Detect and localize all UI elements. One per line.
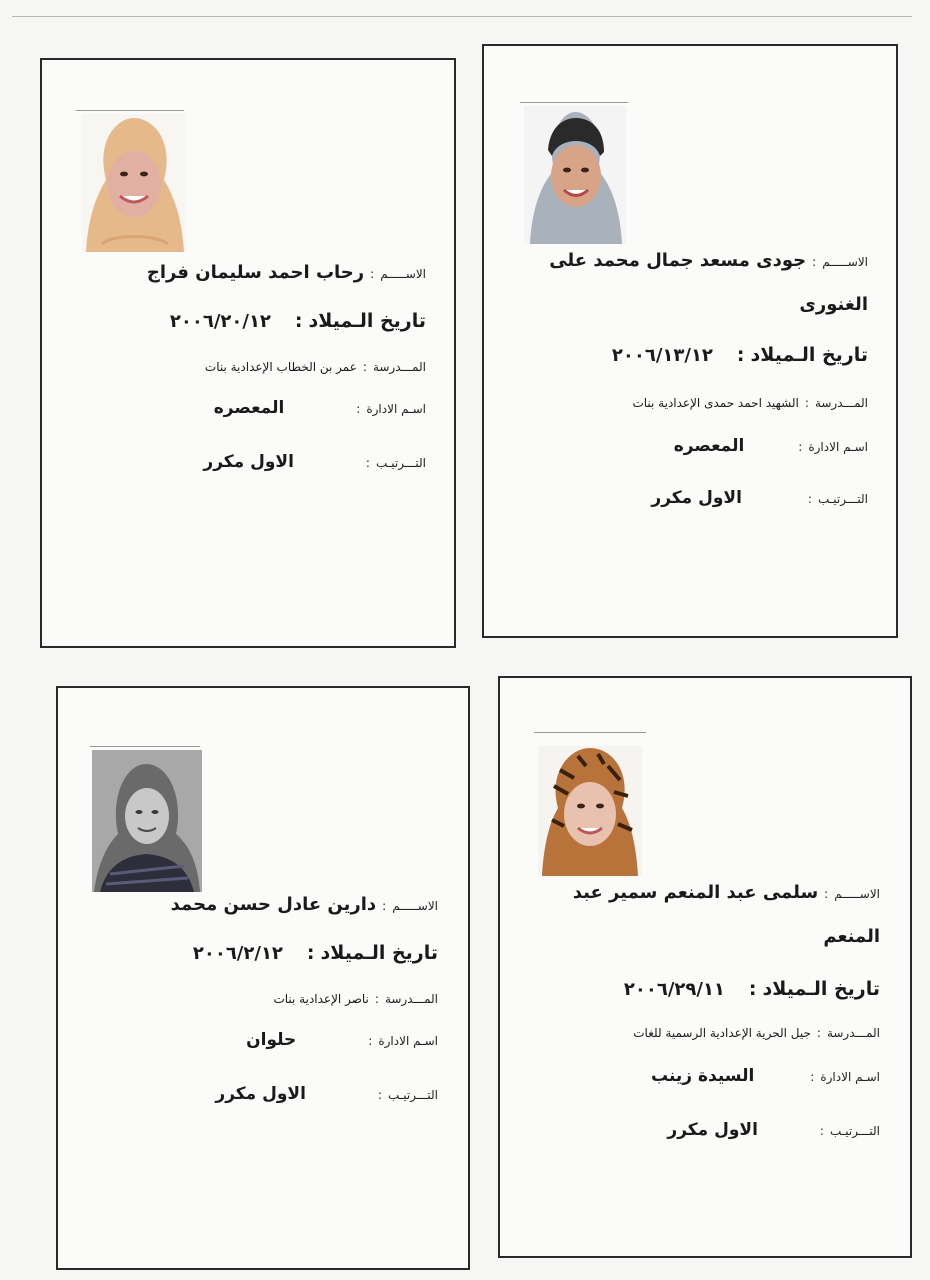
photo-top-line — [90, 746, 200, 747]
dob-value: ٢٠٠٦/٢٠/١٢ — [169, 311, 271, 332]
administration-label: اسـم الادارة — [378, 1034, 438, 1048]
rank-value: الاول مكرر — [203, 452, 294, 472]
rank-row — [667, 1120, 880, 1140]
name-colon: : — [382, 899, 387, 913]
dob-label: تاريخ الـميلاد — [308, 310, 426, 332]
rank-row — [215, 1084, 438, 1104]
school-row — [633, 1022, 880, 1041]
administration-row — [651, 1066, 880, 1086]
name-value: رحاب احمد سليمان فراج — [146, 262, 365, 283]
administration-value: المعصره — [673, 436, 745, 456]
rank-colon: : — [365, 456, 370, 470]
name-value-line2: الغنورى — [799, 294, 868, 315]
administration-row — [214, 398, 426, 418]
name-label: الاســـــم — [392, 899, 438, 913]
rank-label: التـــرتيـب — [375, 456, 426, 470]
name-colon: : — [370, 267, 375, 281]
student-portrait-image — [92, 750, 202, 892]
photo-top-line — [534, 732, 646, 733]
name-row — [147, 262, 426, 283]
dob-value: ٢٠٠٦/٢٩/١١ — [623, 979, 725, 1000]
student-photo — [92, 750, 202, 892]
dob-value: ٢٠٠٦/١٣/١٢ — [611, 345, 713, 366]
dob-label: تاريخ الـميلاد — [320, 942, 438, 964]
name-colon: : — [824, 887, 829, 901]
rank-colon: : — [819, 1124, 824, 1138]
name-label: الاســـــم — [834, 887, 880, 901]
administration-colon: : — [368, 1034, 373, 1048]
student-photo — [538, 746, 642, 876]
name-value: سلمى عبد المنعم سمير عبد — [572, 882, 819, 903]
name-row-continued — [823, 926, 880, 947]
name-row — [549, 250, 868, 271]
dob-colon: : — [748, 978, 757, 1000]
rank-value: الاول مكرر — [215, 1084, 306, 1104]
dob-colon: : — [294, 310, 303, 332]
student-card-4 — [56, 686, 470, 1270]
name-value-line2: المنعم — [823, 926, 880, 947]
school-row — [273, 988, 438, 1007]
school-label: المـــدرسة — [384, 992, 438, 1006]
school-label: المـــدرسة — [826, 1026, 880, 1040]
name-value: جودى مسعد جمال محمد على — [549, 250, 807, 271]
rank-value: الاول مكرر — [651, 488, 742, 508]
rank-colon: : — [807, 492, 812, 506]
school-label: المـــدرسة — [372, 360, 426, 374]
student-portrait-image — [524, 106, 626, 244]
administration-colon: : — [356, 402, 361, 416]
name-row-continued — [799, 294, 868, 315]
school-colon: : — [374, 992, 379, 1006]
dob-row — [612, 344, 868, 366]
school-colon: : — [362, 360, 367, 374]
administration-label: اسـم الادارة — [820, 1070, 880, 1084]
name-row — [171, 894, 438, 915]
page-top-rule — [12, 16, 912, 17]
dob-row — [170, 310, 426, 332]
student-card-3 — [498, 676, 912, 1258]
school-label: المـــدرسة — [814, 396, 868, 410]
administration-value: المعصره — [213, 398, 285, 418]
name-value: دارين عادل حسن محمد — [170, 894, 377, 915]
rank-row — [651, 488, 868, 508]
dob-colon: : — [736, 344, 745, 366]
administration-label: اسـم الادارة — [808, 440, 868, 454]
name-label: الاســـــم — [380, 267, 426, 281]
administration-row — [246, 1030, 438, 1050]
student-portrait-image — [538, 746, 642, 876]
name-label: الاســـــم — [822, 255, 868, 269]
rank-row — [203, 452, 426, 472]
student-card-1 — [482, 44, 898, 638]
dob-label: تاريخ الـميلاد — [762, 978, 880, 1000]
rank-value: الاول مكرر — [667, 1120, 758, 1140]
dob-colon: : — [306, 942, 315, 964]
dob-row — [193, 942, 438, 964]
school-value: الشهيد احمد حمدى الإعدادية بنات — [632, 396, 799, 410]
photo-top-line — [76, 110, 184, 111]
school-colon: : — [804, 396, 809, 410]
administration-label: اسـم الادارة — [366, 402, 426, 416]
student-photo — [524, 106, 626, 244]
school-value: ناصر الإعدادية بنات — [273, 992, 369, 1006]
administration-value: حلوان — [246, 1030, 297, 1050]
dob-value: ٢٠٠٦/٢/١٢ — [192, 943, 283, 964]
student-portrait-image — [82, 114, 186, 252]
school-value: جيل الحرية الإعدادية الرسمية للغات — [633, 1026, 811, 1040]
student-card-2 — [40, 58, 456, 648]
administration-colon: : — [798, 440, 803, 454]
school-row — [632, 392, 868, 411]
school-colon: : — [816, 1026, 821, 1040]
photo-top-line — [520, 102, 628, 103]
student-photo — [82, 114, 186, 252]
rank-label: التـــرتيـب — [387, 1088, 438, 1102]
rank-label: التـــرتيـب — [817, 492, 868, 506]
name-row — [573, 882, 880, 903]
administration-row — [674, 436, 868, 456]
dob-label: تاريخ الـميلاد — [750, 344, 868, 366]
administration-value: السيدة زينب — [650, 1066, 755, 1086]
rank-label: التـــرتيـب — [829, 1124, 880, 1138]
administration-colon: : — [810, 1070, 815, 1084]
school-row — [205, 356, 426, 375]
dob-row — [624, 978, 880, 1000]
rank-colon: : — [377, 1088, 382, 1102]
name-colon: : — [812, 255, 817, 269]
school-value: عمر بن الخطاب الإعدادية بنات — [204, 360, 357, 374]
